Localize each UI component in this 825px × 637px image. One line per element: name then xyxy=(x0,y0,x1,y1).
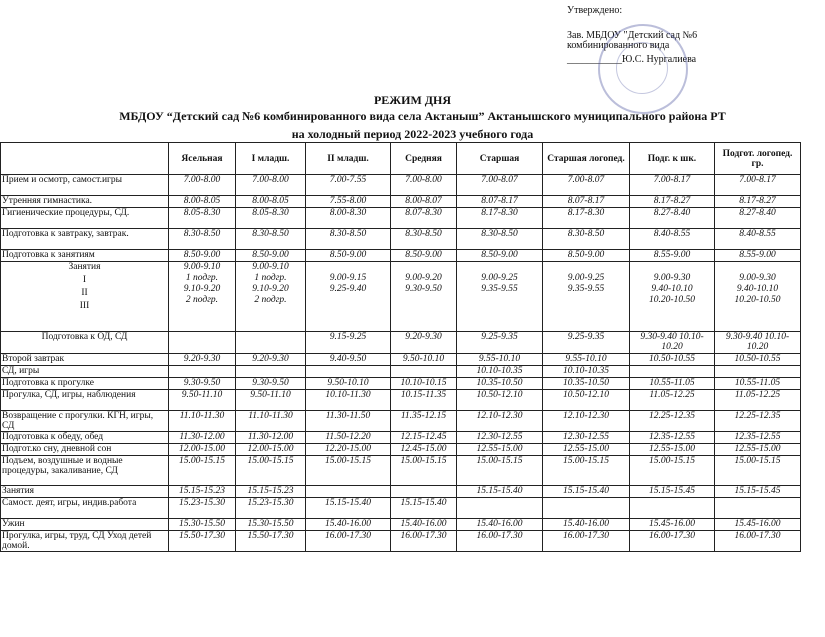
table-row xyxy=(1,390,801,411)
activity-cell: Занятия xyxy=(1,486,169,498)
time-cell: 8.17-8.30 xyxy=(543,208,630,229)
time-line: 1 подгр. xyxy=(185,273,219,283)
time-cell: 7.00-8.00 xyxy=(169,175,236,196)
table-row xyxy=(1,196,801,208)
activity-cell: Подгот.ко сну, дневной сон xyxy=(1,444,169,456)
time-cell: 12.55-15.00 xyxy=(715,444,801,456)
time-cell: 12.35-12.55 xyxy=(630,432,715,444)
time-cell xyxy=(391,366,457,378)
classes-roman-3: III xyxy=(79,301,90,311)
time-cell: 10.50-10.55 xyxy=(715,354,801,366)
time-cell: 11.30-12.00 xyxy=(236,432,306,444)
table-row xyxy=(1,175,801,196)
time-cell: 11.05-12.25 xyxy=(630,390,715,411)
time-cell xyxy=(391,486,457,498)
time-cell: 7.00-8.07 xyxy=(543,175,630,196)
time-cell xyxy=(630,366,715,378)
time-line: 9.30-9.50 xyxy=(405,284,442,294)
table-row xyxy=(1,432,801,444)
time-cell: 9.20-9.30 xyxy=(236,354,306,366)
time-cell: 15.00-15.15 xyxy=(457,456,543,486)
time-cell: 10.10-10.35 xyxy=(543,366,630,378)
time-cell: 10.50-10.55 xyxy=(630,354,715,366)
time-cell: 9.30-9.40 10.10-10.20 xyxy=(630,332,715,354)
activity-cell: Гигиенические процедуры, СД. xyxy=(1,208,169,229)
approval-line-4: ___________Ю.С. Нургалиева xyxy=(567,54,697,65)
time-cell: 9.55-10.10 xyxy=(543,354,630,366)
time-cell: 8.05-8.30 xyxy=(169,208,236,229)
time-cell: 9.20-9.30 xyxy=(169,354,236,366)
header-cell: I младш. xyxy=(236,143,306,175)
time-cell: 9.15-9.25 xyxy=(306,332,391,354)
time-line: 9.10-9.20 xyxy=(183,284,221,294)
time-cell: 8.55-9.00 xyxy=(715,250,801,262)
time-cell: 15.15-15.40 xyxy=(391,498,457,519)
time-cell: 8.50-9.00 xyxy=(457,250,543,262)
classes-roman-2: II xyxy=(81,288,88,298)
time-cell xyxy=(543,498,630,519)
time-cell xyxy=(169,332,236,354)
time-line: 1 подгр. xyxy=(254,273,287,283)
time-cell: 8.30-8.50 xyxy=(169,229,236,250)
activity-cell: Подготовка к прогулке xyxy=(1,378,169,390)
time-cell: 15.00-15.15 xyxy=(630,456,715,486)
time-cell xyxy=(306,366,391,378)
time-cell: 7.00-8.07 xyxy=(457,175,543,196)
time-cell: 12.35-12.55 xyxy=(715,432,801,444)
time-line: 9.00-9.30 xyxy=(653,273,691,283)
time-line: 9.35-9.55 xyxy=(567,284,605,294)
time-cell: 9.50-10.10 xyxy=(391,354,457,366)
table-row xyxy=(1,229,801,250)
time-cell: 10.10-11.30 xyxy=(306,390,391,411)
activity-cell: Подготовка к занятиям xyxy=(1,250,169,262)
activity-cell: Прогулка, игры, труд, СД Уход детей домой. xyxy=(1,531,169,552)
time-line: 2 подгр. xyxy=(185,295,219,305)
time-cell xyxy=(169,262,236,332)
time-cell: 8.50-9.00 xyxy=(391,250,457,262)
time-cell: 15.23-15.30 xyxy=(169,498,236,519)
activity-cell: Подготовка к обеду, обед xyxy=(1,432,169,444)
time-cell: 8.17-8.27 xyxy=(630,196,715,208)
time-cell: 12.55-15.00 xyxy=(543,444,630,456)
time-cell: 12.45-15.00 xyxy=(391,444,457,456)
time-cell xyxy=(457,498,543,519)
time-cell: 9.30-9.40 10.10-10.20 xyxy=(715,332,801,354)
time-cell: 8.30-8.50 xyxy=(457,229,543,250)
time-cell: 15.15-15.45 xyxy=(630,486,715,498)
time-cell: 16.00-17.30 xyxy=(457,531,543,552)
time-cell: 15.45-16.00 xyxy=(630,519,715,531)
time-cell: 12.00-15.00 xyxy=(169,444,236,456)
time-cell: 8.30-8.50 xyxy=(391,229,457,250)
time-cell: 7.00-7.55 xyxy=(306,175,391,196)
time-cell: 8.40-8.55 xyxy=(630,229,715,250)
activity-cell: Подготовка к завтраку, завтрак. xyxy=(1,229,169,250)
time-cell: 8.55-9.00 xyxy=(630,250,715,262)
time-cell xyxy=(715,498,801,519)
activity-cell: Прием и осмотр, самост.игры xyxy=(1,175,169,196)
approval-line-1: Утверждено: xyxy=(567,5,623,16)
time-cell: 9.50-11.10 xyxy=(236,390,306,411)
time-cell: 7.00-8.17 xyxy=(715,175,801,196)
time-cell: 11.35-12.15 xyxy=(391,411,457,432)
time-cell xyxy=(715,366,801,378)
time-cell: 12.55-15.00 xyxy=(630,444,715,456)
time-cell: 15.00-15.15 xyxy=(543,456,630,486)
header-cell: Средняя xyxy=(391,143,457,175)
time-cell: 8.00-8.07 xyxy=(391,196,457,208)
table-row xyxy=(1,486,801,498)
table-row xyxy=(1,411,801,432)
header-cell: II младш. xyxy=(306,143,391,175)
time-cell: 11.10-11.30 xyxy=(236,411,306,432)
time-cell: 15.00-15.15 xyxy=(236,456,306,486)
time-cell: 8.07-8.17 xyxy=(543,196,630,208)
time-cell: 8.00-8.30 xyxy=(306,208,391,229)
activity-cell: Подъем, воздушные и водные процедуры, закаливание, СД xyxy=(1,456,169,486)
time-cell: 15.40-16.00 xyxy=(457,519,543,531)
table-row xyxy=(1,366,801,378)
time-cell: 16.00-17.30 xyxy=(306,531,391,552)
page-period: на холодный период 2022-2023 учебного года xyxy=(291,127,534,141)
time-cell: 9.55-10.10 xyxy=(457,354,543,366)
time-cell xyxy=(630,262,715,332)
time-cell xyxy=(236,366,306,378)
time-cell: 15.23-15.30 xyxy=(236,498,306,519)
time-cell xyxy=(543,262,630,332)
time-cell: 15.40-16.00 xyxy=(306,519,391,531)
activity-cell xyxy=(1,262,169,332)
time-cell: 15.15-15.40 xyxy=(543,486,630,498)
time-cell: 9.20-9.30 xyxy=(391,332,457,354)
time-cell: 10.10-10.15 xyxy=(391,378,457,390)
time-cell: 12.25-12.35 xyxy=(715,411,801,432)
time-cell: 10.55-11.05 xyxy=(715,378,801,390)
time-cell: 8.17-8.27 xyxy=(715,196,801,208)
time-cell: 15.15-15.40 xyxy=(457,486,543,498)
activity-cell: Второй завтрак xyxy=(1,354,169,366)
activity-cell: Ужин xyxy=(1,519,169,531)
time-cell: 8.00-8.05 xyxy=(169,196,236,208)
header-cell: Подгот. логопед. гр. xyxy=(715,143,801,175)
time-cell xyxy=(236,262,306,332)
time-cell: 15.40-16.00 xyxy=(543,519,630,531)
time-cell: 10.35-10.50 xyxy=(543,378,630,390)
time-cell: 16.00-17.30 xyxy=(543,531,630,552)
time-cell: 16.00-17.30 xyxy=(630,531,715,552)
time-cell: 10.50-12.10 xyxy=(543,390,630,411)
time-cell xyxy=(630,498,715,519)
activity-cell: Утренняя гимнастика. xyxy=(1,196,169,208)
time-cell xyxy=(457,262,543,332)
time-line: 9.00-9.30 xyxy=(739,273,776,283)
page-title: РЕЖИМ ДНЯ xyxy=(373,93,452,107)
time-cell: 8.40-8.55 xyxy=(715,229,801,250)
time-cell: 9.25-9.35 xyxy=(457,332,543,354)
time-cell: 15.00-15.15 xyxy=(169,456,236,486)
time-cell: 12.15-12.45 xyxy=(391,432,457,444)
time-cell: 16.00-17.30 xyxy=(391,531,457,552)
time-line: 9.00-9.10 xyxy=(183,262,221,272)
time-cell: 9.50-11.10 xyxy=(169,390,236,411)
time-cell: 7.00-8.17 xyxy=(630,175,715,196)
table-row xyxy=(1,498,801,519)
time-cell: 15.00-15.15 xyxy=(391,456,457,486)
time-cell: 15.15-15.23 xyxy=(236,486,306,498)
time-cell: 12.25-12.35 xyxy=(630,411,715,432)
activity-cell: Возвращение с прогулки. КГН, игры, СД xyxy=(1,411,169,432)
time-cell: 15.15-15.40 xyxy=(306,498,391,519)
time-cell: 8.50-9.00 xyxy=(169,250,236,262)
time-line: 9.25-9.40 xyxy=(329,284,367,294)
time-line: 9.40-10.10 xyxy=(736,284,779,294)
time-cell: 8.50-9.00 xyxy=(236,250,306,262)
time-cell: 12.20-15.00 xyxy=(306,444,391,456)
time-cell: 15.50-17.30 xyxy=(236,531,306,552)
time-cell: 10.55-11.05 xyxy=(630,378,715,390)
time-cell: 8.50-9.00 xyxy=(543,250,630,262)
time-cell: 8.05-8.30 xyxy=(236,208,306,229)
time-cell: 12.10-12.30 xyxy=(543,411,630,432)
time-cell xyxy=(306,262,391,332)
time-cell: 9.40-9.50 xyxy=(306,354,391,366)
time-cell: 12.55-15.00 xyxy=(457,444,543,456)
time-cell: 15.30-15.50 xyxy=(169,519,236,531)
time-cell: 8.27-8.40 xyxy=(715,208,801,229)
time-cell: 11.50-12.20 xyxy=(306,432,391,444)
time-cell: 8.00-8.05 xyxy=(236,196,306,208)
time-line: 9.00-9.15 xyxy=(329,273,367,283)
time-line: 10.20-10.50 xyxy=(649,295,695,305)
header-cell: Подг. к шк. xyxy=(630,143,715,175)
time-line: 9.00-9.10 xyxy=(252,262,289,272)
time-cell: 12.30-12.55 xyxy=(457,432,543,444)
time-cell: 15.00-15.15 xyxy=(306,456,391,486)
time-cell: 10.10-10.35 xyxy=(457,366,543,378)
time-cell xyxy=(391,262,457,332)
time-cell: 9.25-9.35 xyxy=(543,332,630,354)
table-row-prep-od xyxy=(1,332,801,354)
time-line: 9.00-9.25 xyxy=(567,273,605,283)
time-cell: 9.30-9.50 xyxy=(236,378,306,390)
time-cell: 12.00-15.00 xyxy=(236,444,306,456)
time-cell: 8.30-8.50 xyxy=(236,229,306,250)
header-cell: Ясельная xyxy=(169,143,236,175)
time-cell xyxy=(169,366,236,378)
table-row xyxy=(1,250,801,262)
time-cell: 8.27-8.40 xyxy=(630,208,715,229)
time-cell: 8.30-8.50 xyxy=(543,229,630,250)
time-line: 9.00-9.20 xyxy=(405,273,442,283)
table-row xyxy=(1,378,801,390)
approval-line-2: Зав. МБДОУ "Детский сад №6 xyxy=(567,30,698,41)
time-cell: 11.05-12.25 xyxy=(715,390,801,411)
time-line: 10.20-10.50 xyxy=(734,295,781,305)
classes-label: Занятия xyxy=(68,262,101,272)
table-row xyxy=(1,208,801,229)
page-subtitle: МБДОУ “Детский сад №6 комбинированного вида села Актаныш” Актанышского муниципального района РТ xyxy=(119,109,726,123)
time-cell: 15.15-15.45 xyxy=(715,486,801,498)
time-cell xyxy=(715,262,801,332)
time-cell: 12.10-12.30 xyxy=(457,411,543,432)
header-cell: Старшая xyxy=(457,143,543,175)
time-line: 9.40-10.10 xyxy=(651,284,693,294)
header-cell: Старшая логопед. xyxy=(543,143,630,175)
activity-cell: СД, игры xyxy=(1,366,169,378)
time-cell xyxy=(306,486,391,498)
time-cell xyxy=(236,332,306,354)
time-cell: 7.00-8.00 xyxy=(236,175,306,196)
time-cell: 11.30-12.00 xyxy=(169,432,236,444)
table-row-classes xyxy=(1,262,801,332)
time-cell: 8.07-8.17 xyxy=(457,196,543,208)
classes-roman-1: I xyxy=(82,275,87,285)
time-cell: 10.50-12.10 xyxy=(457,390,543,411)
table-row xyxy=(1,519,801,531)
time-cell: 15.45-16.00 xyxy=(715,519,801,531)
time-cell: 8.07-8.30 xyxy=(391,208,457,229)
activity-cell: Самост. деят, игры, индив.работа xyxy=(1,498,169,519)
time-cell: 9.30-9.50 xyxy=(169,378,236,390)
time-cell: 10.35-10.50 xyxy=(457,378,543,390)
header-cell xyxy=(1,143,169,175)
time-cell: 10.15-11.35 xyxy=(391,390,457,411)
time-cell: 15.40-16.00 xyxy=(391,519,457,531)
time-cell: 9.50-10.10 xyxy=(306,378,391,390)
time-cell: 15.50-17.30 xyxy=(169,531,236,552)
time-cell: 7.55-8.00 xyxy=(306,196,391,208)
time-line: 9.35-9.55 xyxy=(481,284,518,294)
table-row xyxy=(1,444,801,456)
time-cell: 8.50-9.00 xyxy=(306,250,391,262)
time-cell: 8.17-8.30 xyxy=(457,208,543,229)
schedule-table xyxy=(0,142,801,552)
activity-cell: Прогулка, СД, игры, наблюдения xyxy=(1,390,169,411)
time-cell: 15.30-15.50 xyxy=(236,519,306,531)
time-cell: 7.00-8.00 xyxy=(391,175,457,196)
table-row xyxy=(1,354,801,366)
table-row xyxy=(1,456,801,486)
table-row xyxy=(1,531,801,552)
time-line: 9.00-9.25 xyxy=(481,273,518,283)
time-line: 9.10-9.20 xyxy=(252,284,289,294)
time-cell: 15.00-15.15 xyxy=(715,456,801,486)
time-cell: 15.15-15.23 xyxy=(169,486,236,498)
time-cell: 11.10-11.30 xyxy=(169,411,236,432)
activity-cell: Подготовка к ОД, СД xyxy=(1,332,169,354)
table-header-row xyxy=(1,143,801,175)
time-line: 2 подгр. xyxy=(254,295,287,305)
time-cell: 16.00-17.30 xyxy=(715,531,801,552)
approval-line-3: комбинированного вида xyxy=(567,40,670,51)
time-cell: 12.30-12.55 xyxy=(543,432,630,444)
time-cell: 8.30-8.50 xyxy=(306,229,391,250)
time-cell: 11.30-11.50 xyxy=(306,411,391,432)
